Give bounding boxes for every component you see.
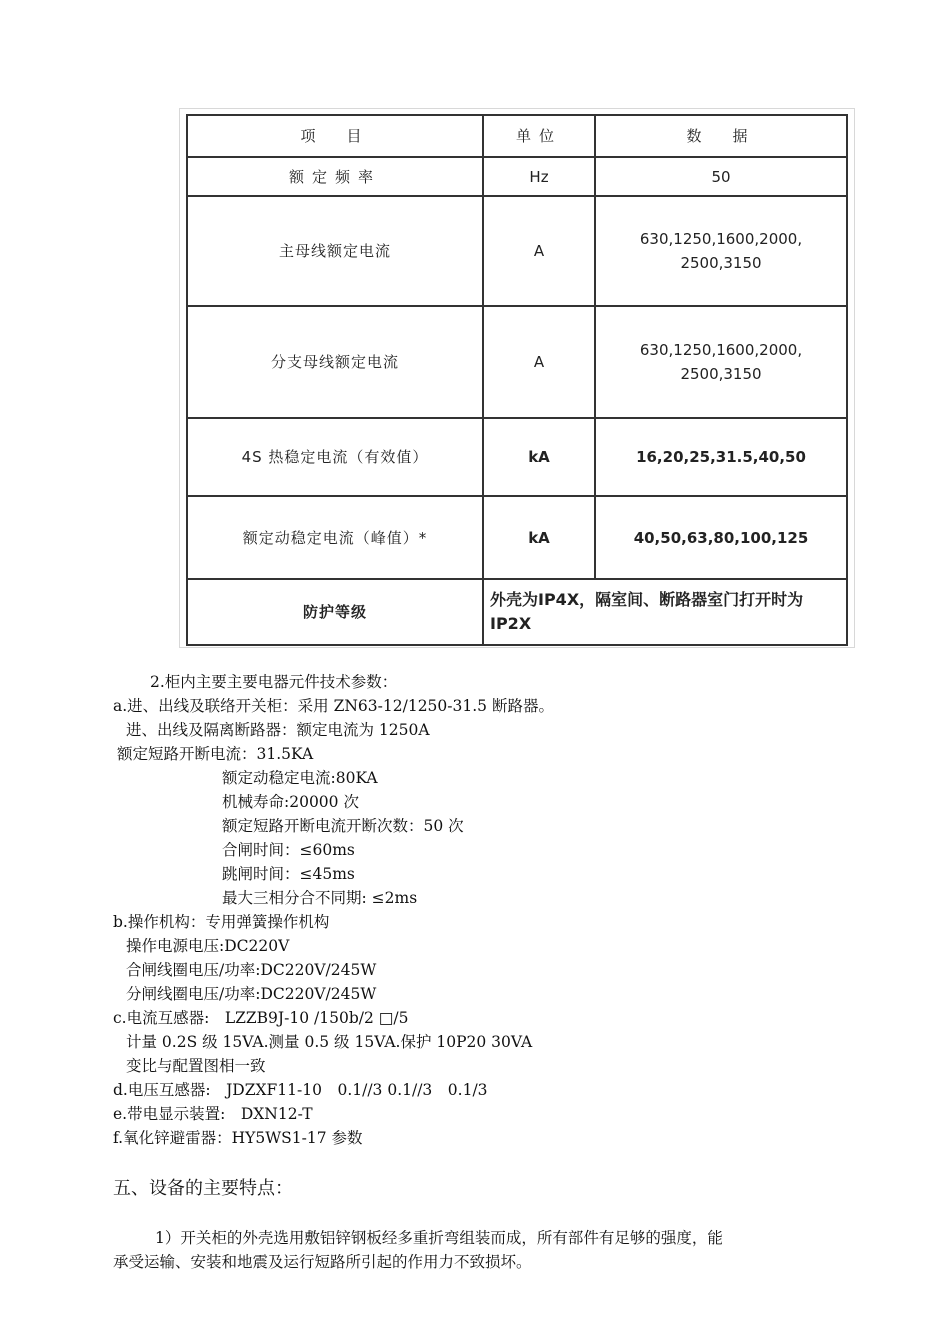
header-value: 数 据: [595, 115, 847, 157]
paragraph-line: 1）开关柜的外壳选用敷铝锌钢板经多重折弯组装而成，所有部件有足够的强度，能: [155, 1229, 723, 1247]
row-value: 630,1250,1600,2000, 2500,3150: [595, 306, 847, 418]
text-line: b.操作机构：专用弹簧操作机构: [113, 913, 330, 931]
paragraph-line: 承受运输、安装和地震及运行短路所引起的作用力不致损坏。: [113, 1253, 532, 1271]
header-item: 项 目: [187, 115, 483, 157]
text-line: 额定短路开断电流：31.5KA: [117, 745, 314, 763]
table-header-row: [187, 115, 847, 157]
row-unit: kA: [483, 418, 595, 496]
spec-table: [186, 114, 848, 646]
row-item: 额定动稳定电流（峰值）*: [187, 496, 483, 579]
row-item: 分支母线额定电流: [187, 306, 483, 418]
text-line: 操作电源电压:DC220V: [126, 937, 290, 955]
header-unit: 单位: [483, 115, 595, 157]
row-unit: A: [483, 306, 595, 418]
text-line: 变比与配置图相一致: [126, 1057, 266, 1075]
text-line: 计量 0.2S 级 15VA.测量 0.5 级 15VA.保护 10P20 30VA: [126, 1033, 533, 1051]
table-row: [187, 157, 847, 196]
text-line: 合闸时间：≤60ms: [222, 841, 355, 859]
text-line: 合闸线圈电压/功率:DC220V/245W: [126, 961, 377, 979]
table-row: [187, 579, 847, 645]
row-unit: Hz: [483, 157, 595, 196]
text-line: a.进、出线及联络开关柜：采用 ZN63-12/1250-31.5 断路器。: [113, 697, 554, 715]
text-line: 额定短路开断电流开断次数：50 次: [222, 817, 464, 835]
text-line: 额定动稳定电流:80KA: [222, 769, 378, 787]
table-row: [187, 306, 847, 418]
row-item: 额定频率: [187, 157, 483, 196]
text-line: 跳闸时间：≤45ms: [222, 865, 355, 883]
text-line: d.电压互感器: JDZXF11-10 0.1//3 0.1//3 0.1/3: [113, 1081, 488, 1099]
table-row: [187, 418, 847, 496]
row-unit: kA: [483, 496, 595, 579]
row-item: 防护等级: [187, 579, 483, 645]
text-line: c.电流互感器: LZZB9J-10 /150b/2 □/5: [113, 1009, 409, 1027]
section-heading: 五、设备的主要特点：: [113, 1178, 293, 1199]
row-value: 50: [595, 157, 847, 196]
table-row: [187, 196, 847, 306]
text-line: 机械寿命:20000 次: [222, 793, 359, 811]
row-item: 4S 热稳定电流（有效值）: [187, 418, 483, 496]
row-value: 16,20,25,31.5,40,50: [595, 418, 847, 496]
spec-table-frame: [179, 108, 855, 648]
row-value: 外壳为IP4X，隔室间、断路器室门打开时为IP2X: [483, 579, 847, 645]
row-value: 40,50,63,80,100,125: [595, 496, 847, 579]
text-line: e.带电显示装置: DXN12-T: [113, 1105, 313, 1123]
text-line: 分闸线圈电压/功率:DC220V/245W: [126, 985, 377, 1003]
row-item: 主母线额定电流: [187, 196, 483, 306]
table-row: [187, 496, 847, 579]
text-line: 最大三相分合不同期: ≤2ms: [222, 889, 418, 907]
row-unit: A: [483, 196, 595, 306]
text-line: 2.柜内主要主要电器元件技术参数：: [150, 673, 398, 691]
row-value: 630,1250,1600,2000, 2500,3150: [595, 196, 847, 306]
text-line: f.氧化锌避雷器：HY5WS1-17 参数: [113, 1129, 363, 1147]
text-line: 进、出线及隔离断路器：额定电流为 1250A: [126, 721, 430, 739]
